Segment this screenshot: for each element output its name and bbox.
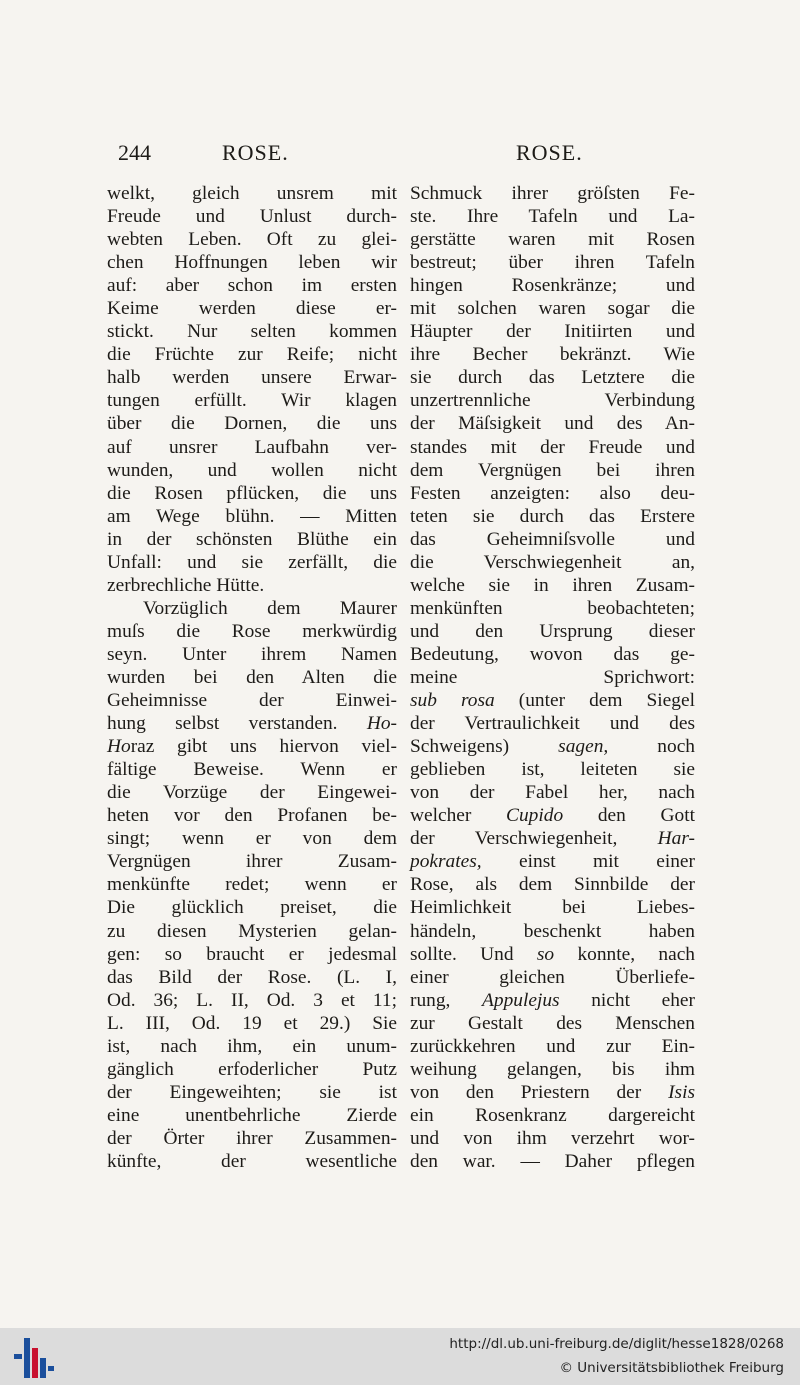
text-line-mixed xyxy=(410,827,695,850)
text-line: den war. — Daher pflegen xyxy=(410,1150,695,1172)
running-header xyxy=(0,140,800,172)
text-line: gen: so braucht er jedesmal xyxy=(107,943,397,965)
text-line: Keime werden diese er- xyxy=(107,298,397,320)
copyright-notice: © Universitätsbibliothek Freiburg xyxy=(559,1360,784,1376)
text-line: welche sie in ihren Zusam- xyxy=(410,574,695,596)
text-line: bestreut; über ihren Tafeln xyxy=(410,252,695,274)
text-line-mixed xyxy=(107,712,397,735)
text-line: einer gleichen Überliefe- xyxy=(410,966,695,988)
text-line: das Geheimniſsvolle und xyxy=(410,528,695,550)
text-line: Unfall: und sie zerfällt, die xyxy=(107,551,397,573)
text-line: chen Hoffnungen leben wir xyxy=(107,252,397,274)
italic-run: Ho xyxy=(107,736,131,758)
text-line-mixed xyxy=(107,735,397,758)
italic-run: Ho- xyxy=(366,713,397,735)
viewer-footer xyxy=(0,1328,800,1385)
text-line: menkünften beobachteten; xyxy=(410,597,695,619)
text-line: ist, nach ihm, ein unum- xyxy=(107,1035,397,1057)
text-line: auf: aber schon im ersten xyxy=(107,275,397,297)
text-run: raz gibt uns hiervon viel- xyxy=(130,736,397,758)
italic-run: Appulejus xyxy=(482,989,560,1011)
text-line: Die glücklich preiset, die xyxy=(107,897,397,919)
text-line: ihre Becher bekränzt. Wie xyxy=(410,344,695,366)
text-line: über die Dornen, die uns xyxy=(107,413,397,435)
text-run: von den Priestern der xyxy=(410,1081,669,1103)
text-line: der Vertraulichkeit und des xyxy=(410,713,695,735)
text-line: singt; wenn er von dem xyxy=(107,828,397,850)
text-line: Schmuck ihrer gröſsten Fe- xyxy=(410,183,695,204)
text-line: Vergnügen ihrer Zusam- xyxy=(107,851,397,873)
text-line: gerstätte waren mit Rosen xyxy=(410,229,695,251)
text-line: standes mit der Freude und xyxy=(410,436,695,458)
text-run: konnte, nach xyxy=(554,943,695,965)
text-run: hung selbst verstanden. xyxy=(107,713,367,735)
text-line: L. III, Od. 19 et 29.) Sie xyxy=(107,1012,397,1034)
text-line: Häupter der Initiirten und xyxy=(410,321,695,343)
text-line: die Rosen pflücken, die uns xyxy=(107,482,397,504)
page-number: 244 xyxy=(118,140,151,165)
text-line: seyn. Unter ihrem Namen xyxy=(107,643,397,665)
text-line: sie durch das Letztere die xyxy=(410,367,695,389)
text-line: am Wege blühn. — Mitten xyxy=(107,505,397,527)
text-run: meine Sprichwort: xyxy=(410,666,695,688)
text-line: weihung gelangen, bis ihm xyxy=(410,1058,695,1080)
text-line: dem Vergnügen bei ihren xyxy=(410,459,695,481)
text-line: zerbrechliche Hütte. xyxy=(107,574,265,596)
text-line-mixed xyxy=(410,735,695,758)
text-line: gänglich erfoderlicher Putz xyxy=(107,1058,397,1080)
text-line: halb werden unsere Erwar- xyxy=(107,367,397,389)
text-line: händeln, beschenkt haben xyxy=(410,920,695,942)
text-line: fältige Beweise. Wenn er xyxy=(107,759,397,781)
text-line: Freude und Unlust durch- xyxy=(107,206,397,228)
italic-run: pokrates, xyxy=(410,851,482,873)
text-line: tungen erfüllt. Wir klagen xyxy=(107,390,397,412)
running-head-left: ROSE. xyxy=(222,140,289,165)
text-line: das Bild der Rose. (L. I, xyxy=(107,966,397,988)
text-line-mixed xyxy=(410,804,695,827)
text-line: eine unentbehrliche Zierde xyxy=(107,1104,397,1126)
text-line-mixed xyxy=(410,1081,695,1104)
text-line: unzertrennliche Verbindung xyxy=(410,390,695,412)
text-run: rung, xyxy=(410,989,483,1011)
text-line: Festen anzeigten: also deu- xyxy=(410,482,695,504)
italic-run: Isis xyxy=(668,1081,695,1103)
text-run: sollte. Und xyxy=(410,943,537,965)
italic-run: Har- xyxy=(657,828,695,850)
italic-run: sub rosa xyxy=(410,690,495,712)
text-line: die Vorzüge der Eingewei- xyxy=(107,782,397,804)
text-line: der Eingeweihten; sie ist xyxy=(107,1081,397,1103)
text-line: wunden, und wollen nicht xyxy=(107,459,397,481)
text-line-mixed xyxy=(410,689,695,712)
text-line: Rose, als dem Sinnbilde der xyxy=(410,874,695,896)
text-line: teten sie durch das Erstere xyxy=(410,505,695,527)
text-line: die Verschwiegenheit an, xyxy=(410,551,695,573)
text-line: zu diesen Mysterien gelan- xyxy=(107,920,397,942)
text-line: Bedeutung, wovon das ge- xyxy=(410,643,695,665)
text-line: der Örter ihrer Zusammen- xyxy=(107,1127,397,1149)
text-line: künfte, der wesentliche xyxy=(107,1150,397,1172)
text-line: Od. 36; L. II, Od. 3 et 11; xyxy=(107,989,397,1011)
text-line-mixed xyxy=(410,850,695,873)
text-line: muſs die Rose merkwürdig xyxy=(107,620,397,642)
left-column xyxy=(107,182,397,1173)
text-line: die Früchte zur Reife; nicht xyxy=(107,344,397,366)
text-line: der Mäſsigkeit und des An- xyxy=(410,413,695,435)
text-line: ein Rosenkranz dargereicht xyxy=(410,1104,695,1126)
text-line: wurden bei den Alten die xyxy=(107,666,397,688)
text-line: von der Fabel her, nach xyxy=(410,782,695,804)
text-run: welcher xyxy=(410,805,507,827)
italic-run: sagen, xyxy=(558,736,609,758)
text-line: hingen Rosenkränze; und xyxy=(410,275,695,297)
text-run: einst mit einer xyxy=(481,851,695,873)
right-column xyxy=(410,182,695,1173)
text-line: webten Leben. Oft zu glei- xyxy=(107,229,397,251)
text-run: den Gott xyxy=(563,805,695,827)
text-line: stickt. Nur selten kommen xyxy=(107,321,397,343)
text-line-mixed xyxy=(410,989,695,1012)
text-line: geblieben ist, leiteten sie xyxy=(410,759,695,781)
text-line: Vorzüglich dem Maurer xyxy=(143,597,397,619)
text-run: nicht eher xyxy=(559,989,695,1011)
text-line: Heimlichkeit bei Liebes- xyxy=(410,897,695,919)
text-line: mit solchen waren sogar die xyxy=(410,298,695,320)
text-line: in der schönsten Blüthe ein xyxy=(107,528,397,550)
ub-freiburg-logo-icon xyxy=(10,1336,54,1378)
text-line: zurückkehren und zur Ein- xyxy=(410,1035,695,1057)
text-line: ste. Ihre Tafeln und La- xyxy=(410,206,695,228)
text-run: noch xyxy=(608,736,696,758)
text-line: welkt, gleich unsrem mit xyxy=(107,183,397,204)
text-run: der Verschwiegenheit, xyxy=(410,828,658,850)
permalink-link[interactable]: http://dl.ub.uni-freiburg.de/diglit/hesse1828/0268 xyxy=(449,1336,784,1352)
text-line: auf unsrer Laufbahn ver- xyxy=(107,436,397,458)
text-run: (unter dem Siegel xyxy=(494,690,695,712)
text-line: heten vor den Profanen be- xyxy=(107,805,397,827)
text-line: und von ihm verzehrt wor- xyxy=(410,1127,695,1149)
text-line: Geheimnisse der Einwei- xyxy=(107,690,397,712)
italic-run: so xyxy=(536,943,555,965)
text-line-mixed xyxy=(410,666,695,689)
running-head-right: ROSE. xyxy=(516,140,583,165)
italic-run: Cupido xyxy=(506,805,564,827)
text-line: und den Ursprung dieser xyxy=(410,620,695,642)
text-line: menkünfte redet; wenn er xyxy=(107,874,397,896)
text-line: zur Gestalt des Menschen xyxy=(410,1012,695,1034)
text-run: Schweigens) xyxy=(410,736,559,758)
text-line-mixed xyxy=(410,943,695,966)
